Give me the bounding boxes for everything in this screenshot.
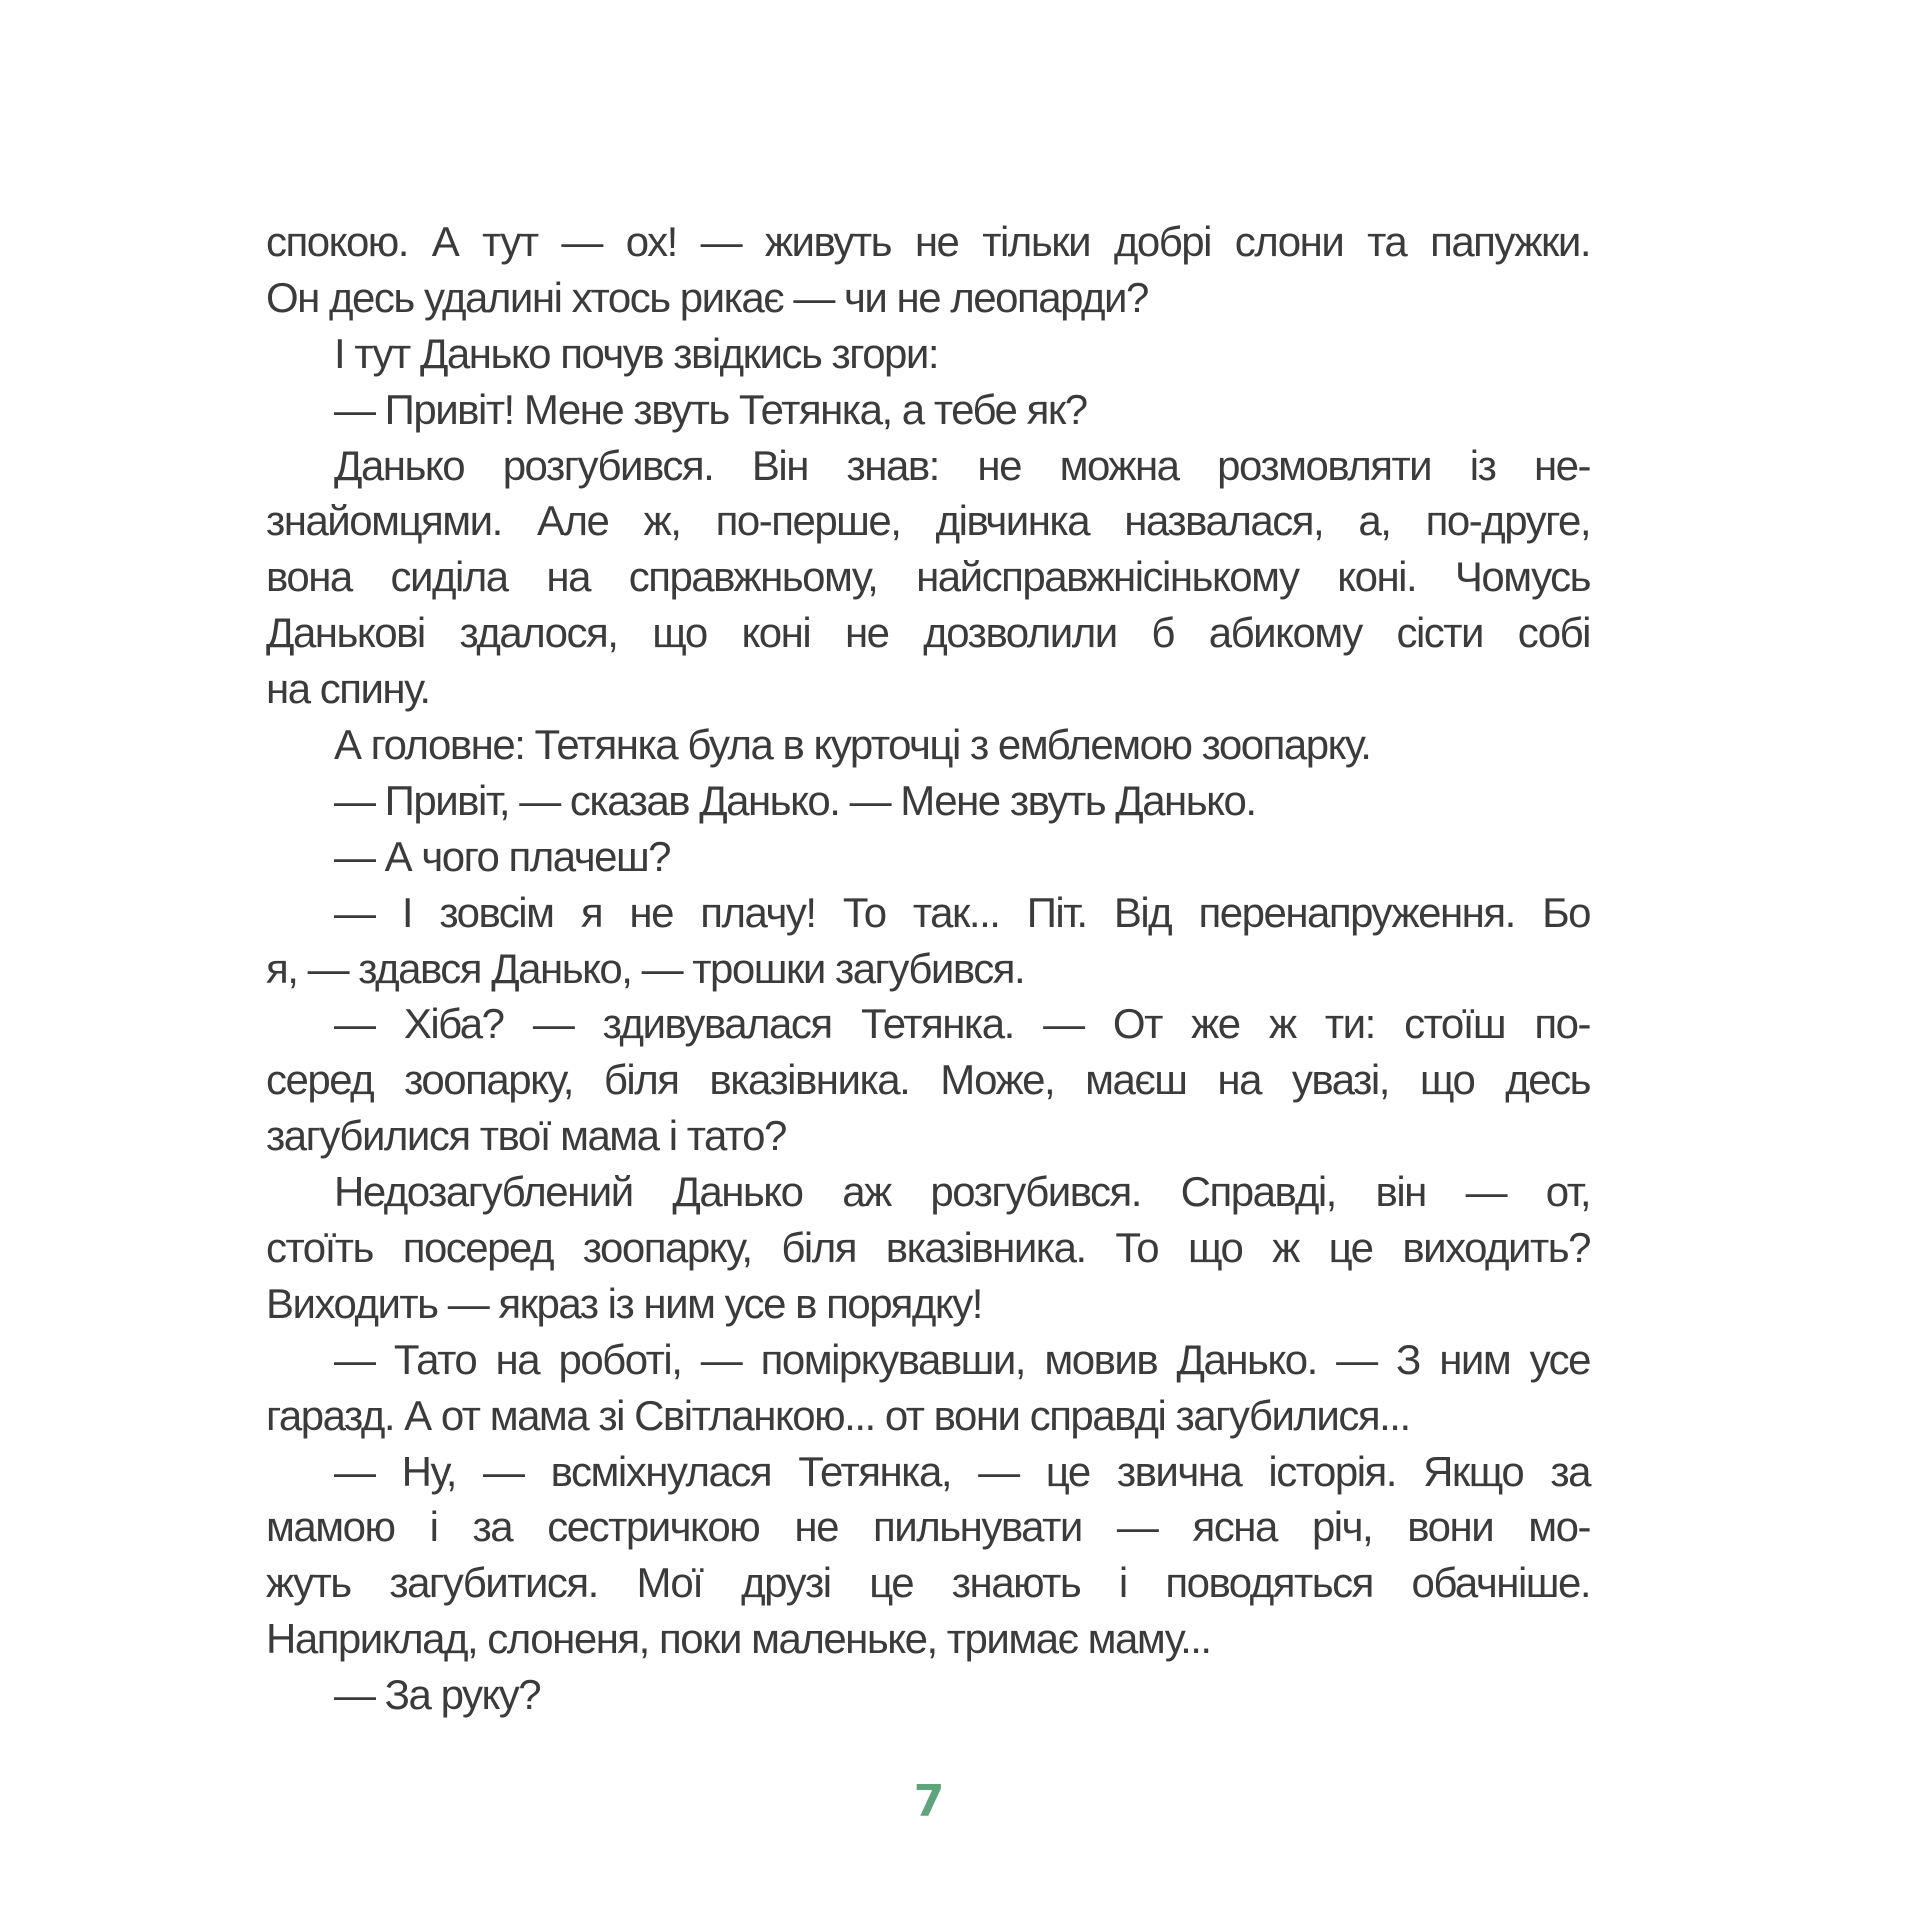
text-line: серед зоопарку, біля вказівника. Може, маєш на увазі, що десь bbox=[266, 1056, 1590, 1104]
text-line: Недозагублений Данько аж розгубився. Справді, він — от, bbox=[334, 1168, 1590, 1216]
text-line: — Тато на роботі, — поміркувавши, мовив Данько. — З ним усе bbox=[334, 1335, 1590, 1383]
text-line: Виходить — якраз із ним усе в порядку! bbox=[266, 1279, 982, 1327]
text-line: жуть загубитися. Мої друзі це знають і поводяться обачніше. bbox=[266, 1559, 1590, 1607]
text-line: А головне: Тетянка була в курточці з емблемою зоопарку. bbox=[334, 721, 1371, 769]
page-number: 7 bbox=[913, 1776, 945, 1827]
text-line: стоїть посеред зоопарку, біля вказівника. То що ж це виходить? bbox=[266, 1224, 1590, 1272]
text-line: — Хіба? — здивувалася Тетянка. — От же ж ти: стоїш по- bbox=[334, 1000, 1590, 1048]
text-line: Данько розгубився. Він знав: не можна розмовляти із не- bbox=[334, 441, 1590, 489]
text-line: — І зовсім я не плачу! То так... Піт. Від перенапруження. Бо bbox=[334, 888, 1590, 936]
text-line: — Привіт! Мене звуть Тетянка, а тебе як? bbox=[334, 385, 1087, 433]
text-line: мамою і за сестричкою не пильнувати — ясна річ, вони мо- bbox=[266, 1503, 1590, 1551]
text-line: — А чого плачеш? bbox=[334, 832, 670, 880]
text-line: Наприклад, слоненя, поки маленьке, тримає маму... bbox=[266, 1615, 1211, 1663]
text-line: спокою. А тут — ох! — живуть не тільки добрі слони та папужки. bbox=[266, 218, 1590, 265]
page-body-text bbox=[266, 214, 1590, 1723]
text-line: Данькові здалося, що коні не дозволили б абикому сісти собі bbox=[266, 609, 1590, 657]
text-line: загубилися твої мама і тато? bbox=[266, 1112, 786, 1160]
text-line: на спину. bbox=[266, 665, 430, 713]
text-line: — Ну, — всміхнулася Тетянка, — це звична історія. Якщо за bbox=[334, 1447, 1590, 1495]
text-line: І тут Данько почув звідкись згори: bbox=[334, 329, 939, 377]
text-line: я, — здався Данько, — трошки загубився. bbox=[266, 944, 1025, 992]
text-line: — Привіт, — сказав Данько. — Мене звуть Данько. bbox=[334, 776, 1256, 824]
text-line: вона сиділа на справжньому, найсправжнісінькому коні. Чомусь bbox=[266, 553, 1590, 601]
text-line: — За руку? bbox=[334, 1671, 541, 1719]
text-line: гаразд. А от мама зі Світланкою... от вони справді загубилися... bbox=[266, 1391, 1410, 1439]
text-line: знайомцями. Але ж, по-перше, дівчинка назвалася, а, по-друге, bbox=[266, 497, 1590, 545]
text-line: Он десь удалині хтось рикає — чи не леопарди? bbox=[266, 273, 1148, 321]
